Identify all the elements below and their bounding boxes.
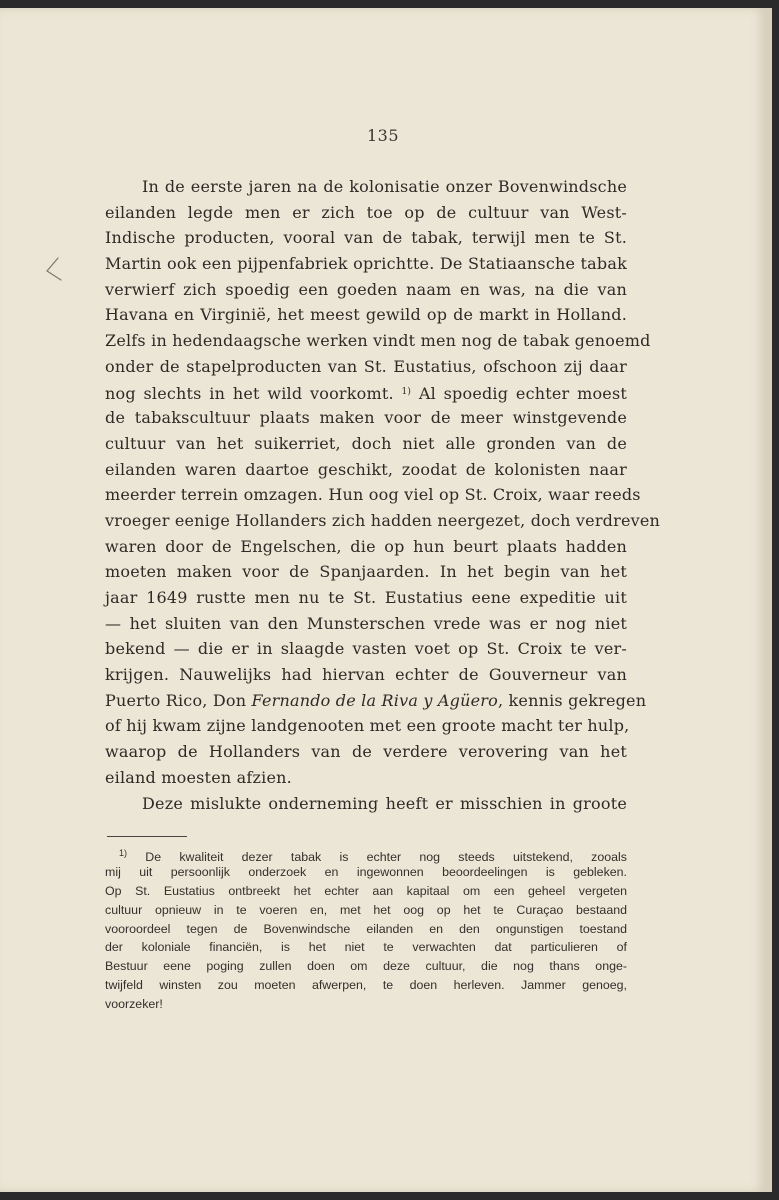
text-segment: Puerto Rico, Don xyxy=(105,690,247,710)
text-segment: nog slechts in het wild voorkomt. xyxy=(105,383,394,403)
footnote-line: Op St. Eustatius ontbreekt het echter aan kapitaal om een geheel vergeten xyxy=(105,883,627,898)
text-line: waren door de Engelschen, die op hun beurt plaats hadden xyxy=(105,536,627,556)
text-segment: De kwaliteit dezer tabak is echter nog steeds uitstekend, zooals xyxy=(145,850,627,864)
text-line: eilanden waren daartoe geschikt, zoodat de kolonisten naar xyxy=(105,459,627,479)
text-line: vroeger eenige Hollanders zich hadden neergezet, doch verdreven xyxy=(105,510,661,530)
pencil-check-mark-icon xyxy=(44,256,64,282)
text-segment: , kennis gekregen xyxy=(497,690,647,710)
text-line: bekend — die er in slaagde vasten voet op St. Croix te ver- xyxy=(105,639,627,659)
footnote-reference: 1) xyxy=(401,386,412,397)
footnote-line: cultuur opnieuw in te voeren en, met het oog op het te Curaçao bestaand xyxy=(105,902,627,917)
footnote xyxy=(105,844,627,1014)
text-line xyxy=(105,688,647,714)
italic-name: Fernando de la Riva y Agüero xyxy=(251,690,498,710)
footnote-line: mij uit persoonlijk onderzoek en ingewonnen beoordeelingen is gebleken. xyxy=(105,864,627,879)
text-line: onder de stapelproducten van St. Eustatius, ofschoon zij daar xyxy=(105,356,627,376)
footnote-line: der koloniale financiën, is het niet te verwachten dat particulieren of xyxy=(105,940,627,955)
footnote-line: voorzeker! xyxy=(105,997,163,1012)
text-line: In de eerste jaren na de kolonisatie onzer Bovenwindsche xyxy=(142,177,627,196)
text-line: Indische producten, vooral van de tabak, terwijl men te St. xyxy=(105,228,627,248)
text-line: meerder terrein omzagen. Hun oog viel op St. Croix, waar reeds xyxy=(105,485,641,505)
footnote-line: Bestuur eene poging zullen doen om deze cultuur, die nog thans onge- xyxy=(105,959,627,974)
text-line: eilanden legde men er zich toe op de cultuur van West- xyxy=(105,202,627,222)
text-segment: Al spoedig echter moest xyxy=(418,383,627,403)
page-edge xyxy=(766,8,772,1192)
text-line: verwierf zich spoedig een goeden naam en was, na die van xyxy=(105,279,627,299)
text-line: de tabakscultuur plaats maken voor de meer winstgevende xyxy=(105,408,627,428)
footnote-divider xyxy=(107,836,187,837)
text-line: waarop de Hollanders van de verdere verovering van het xyxy=(105,742,627,762)
text-line: eiland moesten afzien. xyxy=(105,767,292,787)
text-line: — het sluiten van den Munsterschen vrede was er nog niet xyxy=(105,613,627,633)
main-text xyxy=(105,174,661,816)
footnote-line: vooroordeel tegen de Bovenwindsche eilanden en den ongunstigen toestand xyxy=(105,921,627,936)
footnote-marker: 1) xyxy=(119,848,128,858)
text-line: Deze mislukte onderneming heeft er misschien in groote xyxy=(142,793,627,813)
text-line: Martin ook een pijpenfabriek oprichtte. De Statiaansche tabak xyxy=(105,254,627,274)
text-line: moeten maken voor de Spanjaarden. In het begin van het xyxy=(105,562,627,582)
page-number: 135 xyxy=(366,126,400,145)
text-line: Havana en Virginië, het meest gewild op de markt in Holland. xyxy=(105,305,627,325)
text-line: cultuur van het suikerriet, doch niet alle gronden van de xyxy=(105,433,627,453)
text-line: jaar 1649 rustte men nu te St. Eustatius eene expeditie uit xyxy=(105,588,627,607)
footnote-line xyxy=(105,844,627,863)
text-line: of hij kwam zijne landgenooten met een groote macht ter hulp, xyxy=(105,716,630,736)
footnote-line: twijfeld winsten zou moeten afwerpen, te doen herleven. Jammer genoeg, xyxy=(105,978,627,993)
text-line: Zelfs in hedendaagsche werken vindt men nog de tabak genoemd xyxy=(105,331,651,351)
text-line: krijgen. Nauwelijks had hiervan echter de Gouverneur van xyxy=(105,665,627,685)
text-line xyxy=(105,380,627,406)
